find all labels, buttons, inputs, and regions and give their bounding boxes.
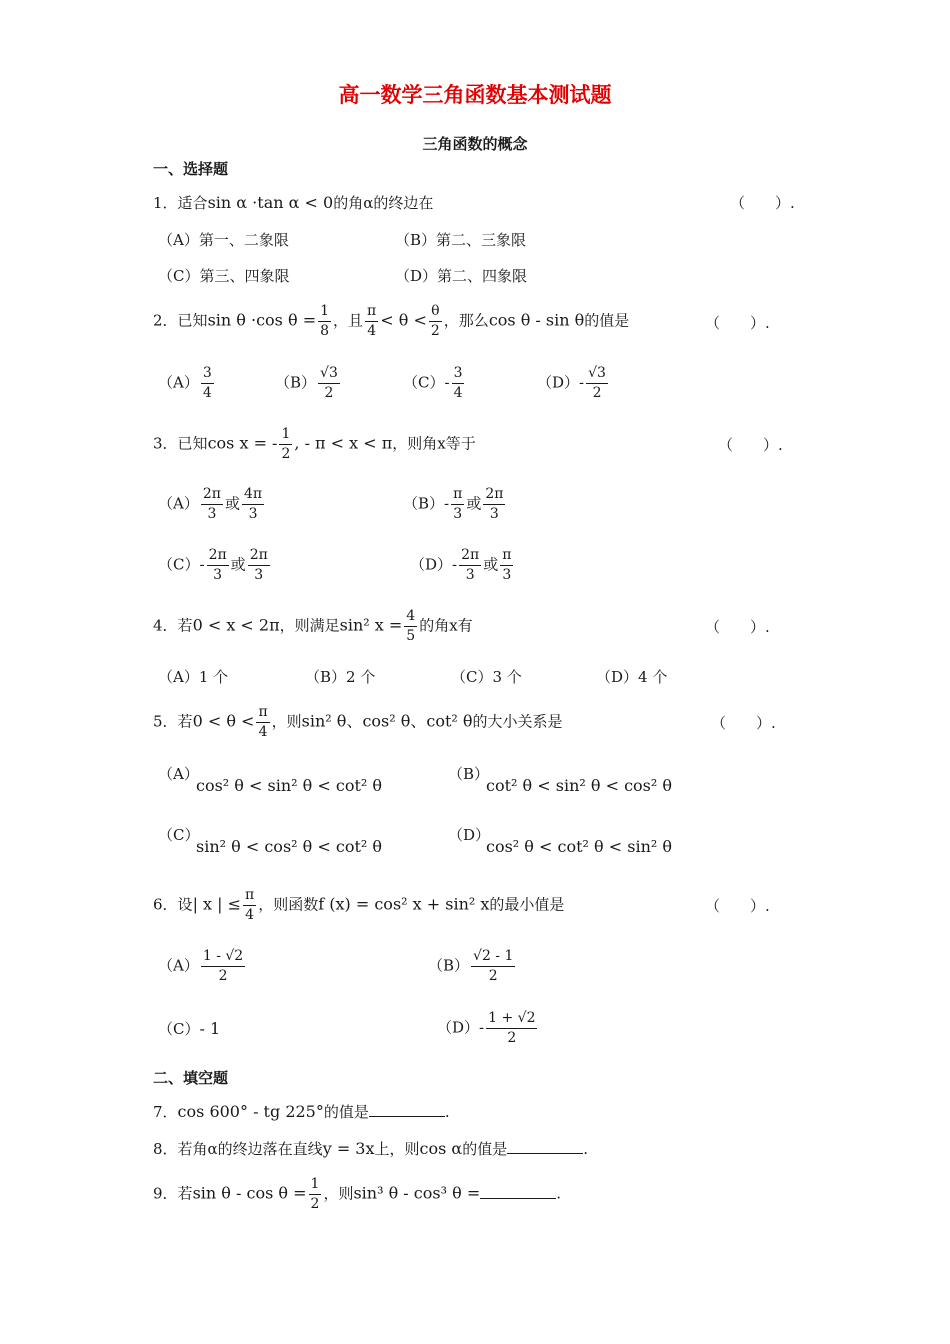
question-2 bbox=[153, 302, 629, 341]
option-b-expression: cot² θ < sin² θ < cos² θ bbox=[486, 776, 673, 795]
question-3: 3．已知cos x = - $\frac{1}{2}$ , - π < x < π，则角x等于 bbox=[153, 426, 476, 462]
section-heading-fill: 二、填空题 bbox=[153, 1069, 229, 1087]
option-c-label: （C） bbox=[158, 826, 200, 844]
fraction: $\frac{1}{2}$ bbox=[281, 426, 291, 462]
answer-parenthesis: （ ）. bbox=[705, 897, 770, 915]
option-a: （A）第一、二象限 bbox=[158, 231, 289, 249]
question-4: 4．若0 < x < 2π，则满足sin² x = $\frac{4}{5}$ 的角x有 bbox=[153, 608, 473, 644]
fraction: $\frac{4}{5}$ bbox=[406, 608, 416, 644]
option-d: （D）- $\frac{1 + √2}{2}$ bbox=[437, 1010, 536, 1046]
answer-parenthesis: （ ）. bbox=[705, 618, 770, 636]
option-b-label: （B） bbox=[448, 765, 490, 783]
fraction: $\frac{1}{2}$ bbox=[310, 1176, 320, 1212]
question-text: ，且 bbox=[333, 311, 364, 330]
option-b: （B） $\frac{√2 - 1}{2}$ bbox=[428, 948, 514, 984]
option-b: （B）第二、三象限 bbox=[395, 231, 527, 249]
question-text: 适合 bbox=[177, 194, 208, 212]
option-c: （C）3 个 bbox=[451, 668, 522, 686]
option-b: （B）2 个 bbox=[305, 668, 376, 686]
option-a: （A）1 个 bbox=[158, 668, 229, 686]
answer-parenthesis: （ ）. bbox=[711, 714, 776, 732]
answer-blank[interactable] bbox=[369, 1101, 445, 1117]
section-heading-choice: 一、选择题 bbox=[153, 160, 229, 178]
question-text: 已知 bbox=[177, 311, 208, 330]
answer-blank[interactable] bbox=[480, 1183, 556, 1199]
option-c: （C）- $\frac{3}{4}$ bbox=[403, 365, 463, 401]
option-c: （C）- $\frac{2\pi}{3}$ 或 $\frac{2\pi}{3}$ bbox=[158, 547, 268, 583]
option-a: （A） $\frac{3}{4}$ bbox=[158, 365, 212, 401]
option-d-expression: cos² θ < cot² θ < sin² θ bbox=[486, 837, 673, 856]
question-5: 5．若0 < θ < $\frac{\pi}{4}$ ，则sin² θ、cos² θ、cot² θ的大小关系是 bbox=[153, 704, 563, 740]
answer-blank[interactable] bbox=[507, 1138, 583, 1154]
question-text: 的角α的终边在 bbox=[333, 194, 434, 212]
question-9: 9．若sin θ - cos θ = $\frac{1}{2}$ ，则sin³ θ - cos³ θ = . bbox=[153, 1176, 562, 1212]
question-text: ，那么 bbox=[443, 311, 489, 330]
question-8: 8．若角α的终边落在直线y = 3x上，则cos α的值是 . bbox=[153, 1139, 589, 1158]
option-d: （D）- $\frac{√3}{2}$ bbox=[537, 365, 606, 401]
math-expression: sin θ ·cos θ = bbox=[207, 310, 317, 330]
option-c-expression: sin² θ < cos² θ < cot² θ bbox=[196, 837, 383, 856]
fraction: $\frac{\pi}{4}$ bbox=[367, 303, 377, 339]
option-c: （C）- 1 bbox=[158, 1019, 221, 1038]
question-7: 7．cos 600° - tg 225°的值是 . bbox=[153, 1102, 450, 1121]
math-expression: cos θ - sin θ bbox=[488, 310, 585, 330]
option-a-label: （A） bbox=[158, 765, 199, 783]
question-number: 1． bbox=[153, 194, 178, 212]
fraction: $\frac{\theta}{2}$ bbox=[430, 303, 440, 339]
question-number: 2． bbox=[153, 311, 178, 330]
math-expression: < θ < bbox=[380, 310, 427, 330]
option-d: （D）第二、四象限 bbox=[395, 267, 528, 285]
option-d: （D）- $\frac{2\pi}{3}$ 或 $\frac{\pi}{3}$ bbox=[410, 547, 512, 583]
option-b: （B） $\frac{√3}{2}$ bbox=[275, 365, 338, 401]
section-subtitle: 三角函数的概念 bbox=[422, 135, 528, 153]
answer-parenthesis: （ ）. bbox=[718, 436, 783, 454]
answer-parenthesis: （ ）. bbox=[730, 194, 795, 212]
option-d-label: （D） bbox=[448, 826, 491, 844]
question-1 bbox=[153, 192, 433, 213]
option-a: （A） $\frac{2\pi}{3}$ 或 $\frac{4\pi}{3}$ bbox=[158, 486, 263, 522]
question-text: 的值是 bbox=[584, 311, 630, 330]
option-c: （C）第三、四象限 bbox=[158, 267, 290, 285]
fraction: $\frac{\pi}{4}$ bbox=[258, 704, 268, 740]
page-title: 高一数学三角函数基本测试题 bbox=[338, 83, 612, 107]
option-a-expression: cos² θ < sin² θ < cot² θ bbox=[196, 776, 383, 795]
fraction: $\frac{1}{8}$ bbox=[320, 303, 330, 339]
option-d: （D）4 个 bbox=[596, 668, 668, 686]
answer-parenthesis: （ ）. bbox=[705, 314, 770, 332]
option-a: （A） $\frac{1 - √2}{2}$ bbox=[158, 948, 244, 984]
math-expression: sin α ·tan α < 0 bbox=[207, 193, 334, 212]
fraction: $\frac{\pi}{4}$ bbox=[245, 887, 255, 923]
question-6: 6．设| x | ≤ $\frac{\pi}{4}$ ，则函数f (x) = cos² x + sin² x的最小值是 bbox=[153, 887, 565, 923]
option-b: （B）- $\frac{\pi}{3}$ 或 $\frac{2\pi}{3}$ bbox=[403, 486, 504, 522]
